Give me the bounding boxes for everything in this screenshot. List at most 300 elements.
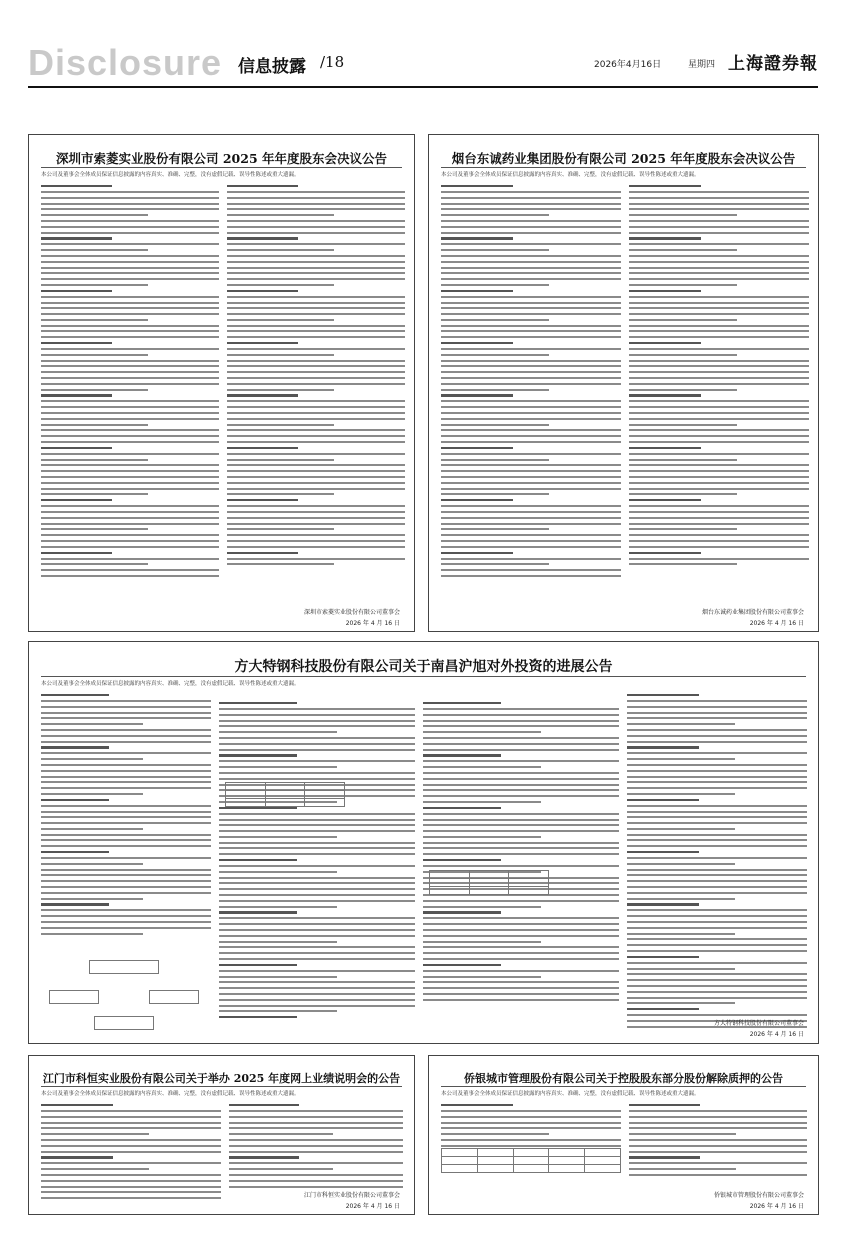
text-line [627, 834, 807, 836]
text-line [441, 459, 549, 461]
body-column-left [41, 1104, 221, 1203]
text-line [423, 946, 619, 948]
text-line [441, 447, 513, 449]
text-line [629, 528, 737, 530]
text-line [423, 754, 501, 756]
text-line [41, 706, 211, 708]
text-line [627, 811, 807, 813]
text-line [41, 723, 143, 725]
text-line [229, 1174, 403, 1176]
text-line [41, 459, 148, 461]
text-line [441, 505, 621, 507]
text-line [627, 950, 807, 952]
text-line [629, 394, 701, 396]
text-line [629, 267, 809, 269]
text-line [227, 255, 405, 257]
text-line [219, 894, 415, 896]
masthead-rule [28, 86, 818, 88]
text-line [219, 1005, 415, 1007]
text-line [227, 441, 405, 443]
text-line [629, 220, 809, 222]
text-line [229, 1133, 333, 1135]
text-line [629, 482, 809, 484]
text-line [441, 249, 549, 251]
text-line [41, 575, 219, 577]
text-line [219, 865, 415, 867]
text-line [219, 702, 297, 704]
text-line [629, 377, 809, 379]
text-line [627, 944, 807, 946]
text-line [423, 737, 619, 739]
text-line [629, 302, 809, 304]
text-line [229, 1156, 299, 1158]
text-line [441, 575, 621, 577]
text-line [423, 789, 619, 791]
text-line [219, 987, 415, 989]
text-line [441, 1133, 549, 1135]
text-line [41, 261, 219, 263]
text-line [227, 261, 405, 263]
text-line [219, 911, 297, 913]
body-column-right [227, 185, 405, 569]
text-line [41, 412, 219, 414]
text-line [227, 383, 405, 385]
text-line [627, 991, 807, 993]
text-line [629, 418, 809, 420]
text-line [41, 700, 211, 702]
text-line [627, 712, 807, 714]
text-line [227, 197, 405, 199]
text-line [627, 938, 807, 940]
text-line [41, 464, 219, 466]
text-line [41, 197, 219, 199]
text-line [627, 903, 699, 905]
text-line [629, 453, 809, 455]
text-line [423, 842, 619, 844]
announcement-signoff [714, 1190, 804, 1210]
text-line [227, 488, 405, 490]
text-line [219, 906, 337, 908]
text-line [627, 962, 807, 964]
title-rule [41, 1086, 402, 1087]
text-line [423, 976, 541, 978]
text-line [441, 243, 621, 245]
text-line [41, 267, 219, 269]
text-line [41, 237, 112, 239]
text-line [41, 302, 219, 304]
text-line [627, 805, 807, 807]
text-line [627, 933, 735, 935]
section-name: 信息披露 [238, 57, 306, 77]
text-line [41, 476, 219, 478]
text-line [219, 935, 415, 937]
text-line [423, 970, 619, 972]
text-line [41, 406, 219, 408]
text-line [41, 534, 219, 536]
text-line [219, 807, 297, 809]
text-line [627, 863, 735, 865]
text-line [627, 828, 735, 830]
text-line [423, 819, 619, 821]
text-line [423, 993, 619, 995]
body-column-left [41, 185, 219, 581]
text-line [219, 749, 415, 751]
text-line [41, 1139, 221, 1141]
text-line [41, 741, 211, 743]
text-line [629, 203, 809, 205]
text-line [423, 923, 619, 925]
text-line [219, 743, 415, 745]
text-line [629, 546, 809, 548]
text-line [219, 859, 297, 861]
text-line [629, 325, 809, 327]
text-line [627, 787, 807, 789]
text-line [219, 836, 337, 838]
text-line [441, 197, 621, 199]
text-line [219, 708, 415, 710]
text-line [41, 226, 219, 228]
text-line [441, 389, 549, 391]
text-line [627, 921, 807, 923]
title-rule [41, 676, 806, 677]
text-line [219, 964, 297, 966]
text-line [423, 853, 619, 855]
text-line [629, 330, 809, 332]
text-line [41, 203, 219, 205]
text-line [41, 892, 211, 894]
text-line [423, 702, 501, 704]
text-line [441, 523, 621, 525]
announcement-suoling [28, 134, 415, 632]
text-line [627, 1014, 807, 1016]
text-line [627, 776, 807, 778]
announcement-signoff [304, 607, 400, 627]
text-line [423, 714, 619, 716]
text-line [441, 441, 621, 443]
body-column-4 [627, 694, 807, 1032]
text-line [219, 778, 415, 780]
text-line [219, 725, 415, 727]
pledge-table [441, 1148, 621, 1173]
text-line [423, 964, 501, 966]
text-line [441, 220, 621, 222]
text-line [627, 700, 807, 702]
text-line [219, 1010, 337, 1012]
text-line [227, 243, 405, 245]
text-line [41, 255, 219, 257]
text-line [41, 330, 219, 332]
text-line [441, 319, 549, 321]
text-line [229, 1180, 403, 1182]
text-line [41, 569, 219, 571]
text-line [219, 731, 337, 733]
text-line [627, 1002, 735, 1004]
text-line [41, 886, 211, 888]
text-line [41, 325, 219, 327]
text-line [627, 781, 807, 783]
text-line [441, 383, 621, 385]
text-line [219, 993, 415, 995]
title-rule [441, 1086, 806, 1087]
text-line [441, 272, 621, 274]
text-line [227, 296, 405, 298]
text-line [41, 1186, 221, 1188]
text-line [41, 517, 219, 519]
text-line [41, 851, 109, 853]
text-line [41, 758, 143, 760]
text-line [423, 935, 619, 937]
text-line [441, 203, 621, 205]
text-line [41, 505, 219, 507]
text-line [441, 237, 513, 239]
text-line [41, 354, 148, 356]
body-column-3 [423, 702, 619, 1005]
text-line [41, 296, 219, 298]
text-line [627, 741, 807, 743]
text-line [41, 220, 219, 222]
text-line [41, 488, 219, 490]
body-column-left [441, 1104, 621, 1151]
text-line [227, 232, 405, 234]
text-line [441, 330, 621, 332]
text-line [219, 853, 415, 855]
signoff-company: 深圳市索菱实业股份有限公司董事会 [303, 609, 400, 616]
text-line [41, 909, 211, 911]
text-line [41, 903, 109, 905]
text-line [441, 528, 549, 530]
text-line [627, 1008, 699, 1010]
text-line [629, 371, 809, 373]
text-line [219, 917, 415, 919]
text-line [41, 284, 148, 286]
text-line [41, 371, 219, 373]
text-line [227, 214, 334, 216]
text-line [627, 764, 807, 766]
text-line [227, 482, 405, 484]
text-line [227, 272, 405, 274]
text-line [41, 869, 211, 871]
text-line [227, 459, 334, 461]
text-line [41, 816, 211, 818]
text-line [227, 493, 334, 495]
text-line [629, 429, 809, 431]
text-line [41, 1180, 221, 1182]
text-line [629, 319, 737, 321]
body-column-left [441, 185, 621, 581]
text-line [41, 523, 219, 525]
text-line [227, 517, 405, 519]
text-line [627, 839, 807, 841]
text-line [227, 377, 405, 379]
text-line [629, 558, 809, 560]
text-line [219, 923, 415, 925]
text-line [441, 1122, 621, 1124]
text-line [227, 220, 405, 222]
text-line [441, 534, 621, 536]
text-line [229, 1168, 333, 1170]
text-line [41, 336, 219, 338]
text-line [441, 453, 621, 455]
text-line [629, 505, 809, 507]
text-line [441, 546, 621, 548]
text-line [627, 717, 807, 719]
text-line [441, 278, 621, 280]
text-line [227, 319, 334, 321]
signoff-company: 侨银城市管理股份有限公司董事会 [713, 1192, 804, 1199]
text-line [41, 764, 211, 766]
text-line [41, 805, 211, 807]
text-line [41, 528, 148, 530]
text-line [227, 278, 405, 280]
text-line [41, 482, 219, 484]
text-line [41, 453, 219, 455]
text-line [629, 1133, 736, 1135]
text-line [41, 493, 148, 495]
page-number: /18 [320, 53, 345, 71]
text-line [441, 214, 549, 216]
text-line [627, 968, 735, 970]
text-line [423, 801, 541, 803]
text-line [41, 717, 211, 719]
text-line [41, 546, 219, 548]
text-line [227, 453, 405, 455]
text-line [227, 249, 334, 251]
text-line [629, 1145, 807, 1147]
text-line [629, 1168, 736, 1170]
text-line [227, 360, 405, 362]
text-line [41, 694, 109, 696]
text-line [629, 1104, 700, 1106]
text-line [227, 534, 405, 536]
text-line [627, 880, 807, 882]
text-line [219, 900, 415, 902]
text-line [41, 729, 211, 731]
text-line [423, 836, 541, 838]
text-line [41, 839, 211, 841]
text-line [627, 746, 699, 748]
text-line [441, 400, 621, 402]
text-line [441, 418, 621, 420]
text-line [423, 824, 619, 826]
text-line [41, 563, 148, 565]
announcement-qiaoyin [428, 1055, 819, 1215]
text-line [41, 511, 219, 513]
announcement-notice: 本公司及董事会全体成员保证信息披露的内容真实、准确、完整，没有虚假记载、误导性陈述或重大遗漏。 [41, 681, 300, 687]
text-line [627, 892, 807, 894]
text-line [41, 424, 148, 426]
text-line [629, 517, 809, 519]
body-column-1 [41, 694, 211, 938]
text-line [41, 499, 112, 501]
text-line [441, 290, 513, 292]
text-line [441, 226, 621, 228]
text-line [441, 493, 549, 495]
text-line [219, 754, 297, 756]
text-line [441, 1110, 621, 1112]
title-rule [441, 167, 806, 168]
text-line [629, 226, 809, 228]
text-line [441, 1139, 621, 1141]
text-line [227, 302, 405, 304]
text-line [41, 348, 219, 350]
text-line [441, 488, 621, 490]
text-line [41, 1174, 221, 1176]
text-line [627, 915, 807, 917]
text-line [229, 1110, 403, 1112]
text-line [41, 1156, 113, 1158]
announcement-title: 烟台东诚药业集团股份有限公司 2025 年年度股东会决议公告 [451, 151, 796, 166]
text-line [423, 859, 501, 861]
text-line [41, 1191, 221, 1193]
text-line [627, 816, 807, 818]
text-line [229, 1145, 403, 1147]
text-line [219, 999, 415, 1001]
text-line [219, 830, 415, 832]
text-line [227, 371, 405, 373]
text-line [629, 191, 809, 193]
text-line [219, 847, 415, 849]
text-line [441, 1104, 513, 1106]
announcement-title: 江门市科恒实业股份有限公司关于举办 2025 年度网上业绩说明会的公告 [42, 1072, 401, 1085]
text-line [627, 851, 699, 853]
text-line [441, 435, 621, 437]
text-line [219, 946, 415, 948]
text-line [629, 523, 809, 525]
text-line [629, 336, 809, 338]
text-line [41, 1197, 221, 1199]
text-line [627, 956, 699, 958]
text-line [227, 342, 298, 344]
text-line [41, 863, 143, 865]
text-line [227, 226, 405, 228]
text-line [629, 1122, 807, 1124]
text-line [629, 278, 809, 280]
signoff-date: 2026 年 4 月 16 日 [749, 1203, 804, 1210]
text-line [41, 185, 112, 187]
text-line [629, 243, 809, 245]
equity-structure-diagram [49, 960, 199, 1032]
text-line [629, 1151, 807, 1153]
announcement-notice: 本公司及董事会全体成员保证信息披露的内容真实、准确、完整，没有虚假记载、误导性陈述或重大遗漏。 [441, 1091, 700, 1097]
text-line [41, 191, 219, 193]
text-line [423, 725, 619, 727]
data-table [225, 782, 345, 807]
text-line [627, 857, 807, 859]
announcement-title: 侨银城市管理股份有限公司关于控股股东部分股份解除质押的公告 [464, 1072, 783, 1085]
text-line [41, 278, 219, 280]
text-line [423, 900, 619, 902]
text-line [423, 981, 619, 983]
text-line [41, 1133, 149, 1135]
signoff-company: 江门市科恒实业股份有限公司董事会 [303, 1192, 400, 1199]
text-line [423, 952, 619, 954]
data-table [429, 870, 549, 895]
text-line [629, 389, 737, 391]
text-line [629, 534, 809, 536]
text-line [219, 766, 337, 768]
text-line [41, 735, 211, 737]
text-line [227, 528, 334, 530]
text-line [227, 412, 405, 414]
text-line [41, 365, 219, 367]
text-line [41, 927, 211, 929]
text-line [441, 470, 621, 472]
text-line [41, 540, 219, 542]
text-line [629, 313, 809, 315]
text-line [423, 847, 619, 849]
text-line [219, 941, 337, 943]
text-line [627, 735, 807, 737]
